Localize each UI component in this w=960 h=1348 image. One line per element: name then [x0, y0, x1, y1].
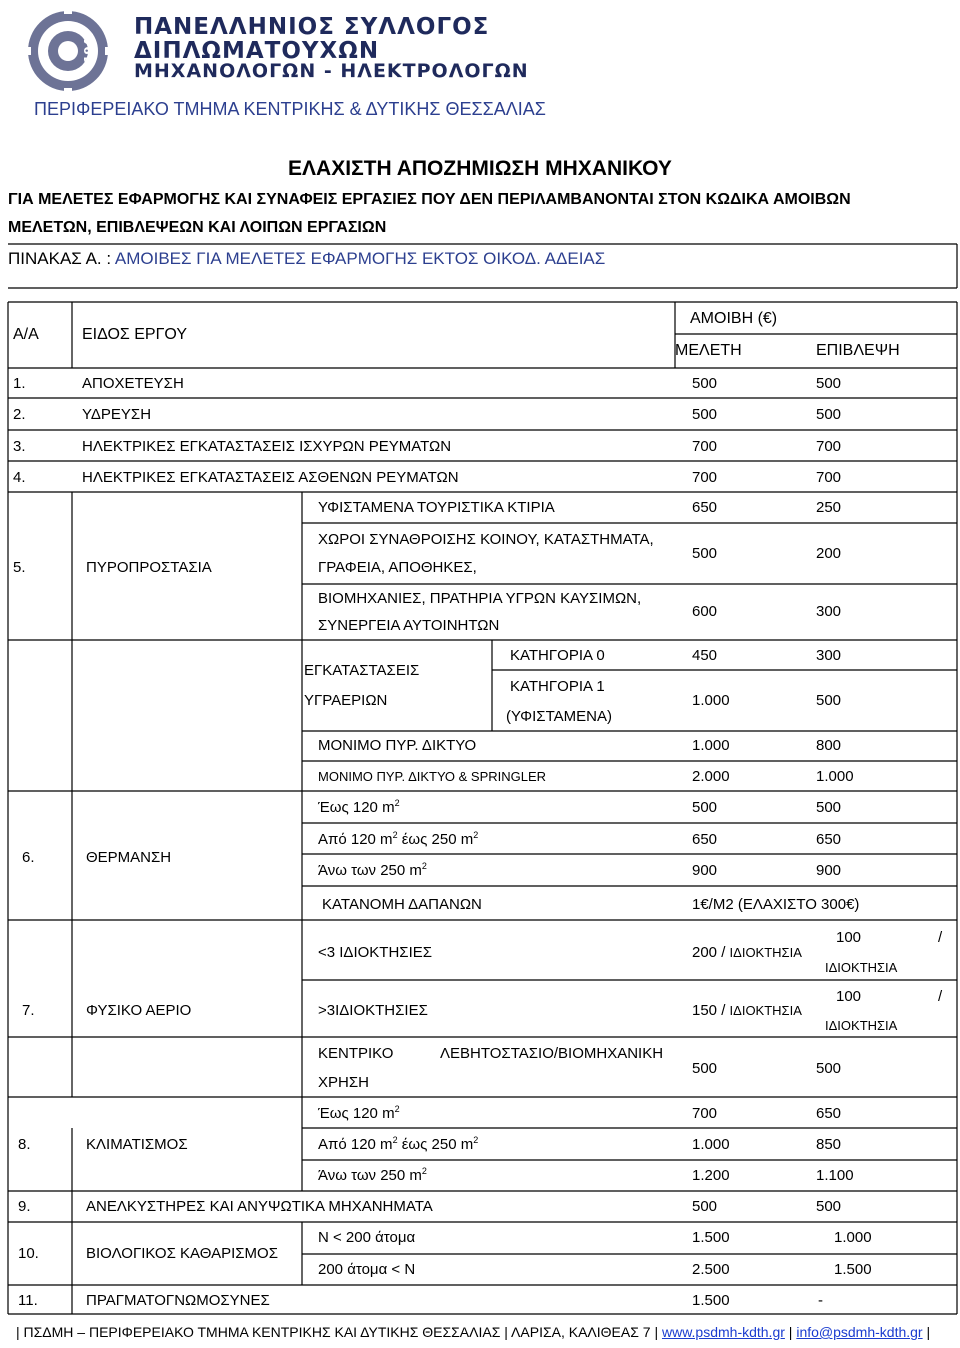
- sub-item-label: Από 120 $m^2$ έως 250 $m^2$: [318, 1135, 479, 1153]
- footer-separator: |: [654, 1324, 659, 1340]
- supervision-value: 800: [816, 737, 842, 754]
- study-value: 200 / ΙΔΙΟΚΤΗΣΙΑ: [692, 944, 802, 961]
- fee-note: 1€/Μ2 (ΕΛΑΧΙΣΤΟ 300€): [692, 896, 860, 913]
- study-value: 700: [692, 469, 718, 486]
- supervision-value: 100: [836, 988, 862, 1005]
- study-value: 150 / ΙΔΙΟΚΤΗΣΙΑ: [692, 1002, 802, 1019]
- row-number: 4.: [13, 469, 26, 486]
- footer-separator: |: [926, 1324, 931, 1340]
- study-value: 2.500: [692, 1261, 730, 1278]
- header-study: ΜΕΛΕΤΗ: [675, 342, 742, 359]
- study-value: 650: [692, 499, 718, 516]
- row-number: 5.: [13, 559, 26, 576]
- row-name: ΒΙΟΛΟΓΙΚΟΣ ΚΑΘΑΡΙΣΜΟΣ: [86, 1245, 278, 1262]
- supervision-value: 1.100: [816, 1167, 854, 1184]
- study-value: 650: [692, 831, 718, 848]
- sub-item-label: Άνω των 250 $m^2$: [318, 861, 427, 879]
- sub-item-label: <3 ΙΔΙΟΚΤΗΣΙΕΣ: [318, 944, 433, 961]
- supervision-value: 500: [816, 799, 842, 816]
- website-link[interactable]: www.psdmh-kdth.gr: [661, 1324, 785, 1340]
- supervision-value: 500: [816, 1198, 842, 1215]
- study-value: 500: [692, 545, 718, 562]
- sub-item-label: ΣΥΝΕΡΓΕΙΑ ΑΥΤΟΙΝΗΤΩΝ: [318, 617, 500, 634]
- header-supervision: ΕΠΙΒΛΕΨΗ: [816, 342, 900, 359]
- sub-item-label: 200 άτομα < Ν: [318, 1261, 416, 1278]
- sub-item-label: >3ΙΔΙΟΚΤΗΣΙΕΣ: [318, 1002, 428, 1019]
- study-value: 500: [692, 375, 718, 392]
- row-name: ΥΔΡΕΥΣΗ: [82, 406, 152, 423]
- study-value: 1.000: [692, 692, 730, 709]
- sub-item-label: Ν < 200 άτομα: [318, 1229, 416, 1246]
- table-title-text: ΑΜΟΙΒΕΣ ΓΙΑ ΜΕΛΕΤΕΣ ΕΦΑΡΜΟΓΗΣ ΕΚΤΟΣ ΟΙΚΟΔ. ΑΔΕΙΑΣ: [114, 249, 606, 268]
- footer-org-text: ΠΣΔΜΗ – ΠΕΡΙΦΕΡΕΙΑΚΟ ΤΜΗΜΑ ΚΕΝΤΡΙΚΗΣ ΚΑΙ ΔΥΤΙΚΗΣ ΘΕΣΣΑΛΙΑΣ: [19, 1324, 505, 1340]
- supervision-value: 500: [816, 1060, 842, 1077]
- org-name-line-3: ΜΗΧΑΝΟΛΟΓΩΝ - ΗΛΕΚΤΡΟΛΟΓΩΝ: [134, 60, 529, 82]
- supervision-value: 650: [816, 831, 842, 848]
- supervision-value: 300: [816, 647, 842, 664]
- email-link[interactable]: info@psdmh-kdth.gr: [796, 1324, 923, 1340]
- supervision-value: 1.000: [834, 1229, 872, 1246]
- region-heading: ΠΕΡΙΦΕΡΕΙΑΚΟ ΤΜΗΜΑ ΚΕΝΤΡΙΚΗΣ & ΔΥΤΙΚΗΣ ΘΕΣΣΑΛΙΑΣ: [34, 99, 546, 119]
- row-name: ΠΥΡΟΠΡΟΣΤΑΣΙΑ: [86, 559, 212, 576]
- supervision-value: 500: [816, 692, 842, 709]
- study-value: 500: [692, 1060, 718, 1077]
- study-value: 2.000: [692, 768, 730, 785]
- supervision-unit: ΙΔΙΟΚΤΗΣΙΑ: [825, 960, 898, 975]
- row-number: 6.: [22, 849, 35, 866]
- study-value: 500: [692, 406, 718, 423]
- header-aa: Α/Α: [13, 326, 39, 343]
- study-value: 450: [692, 647, 718, 664]
- sub-item-label: ΚΑΤΗΓΟΡΙΑ 0: [510, 647, 605, 664]
- supervision-value: 500: [816, 406, 842, 423]
- sub-item-label: ΒΙΟΜΗΧΑΝΙΕΣ, ΠΡΑΤΗΡΙΑ ΥΓΡΩΝ ΚΑΥΣΙΜΩΝ,: [318, 590, 642, 607]
- sub-item-label: Έως 120 $m^2$: [318, 1104, 400, 1122]
- sub-item-label: ΓΡΑΦΕΙΑ, ΑΠΟΘΗΚΕΣ,: [318, 559, 477, 576]
- supervision-value: 100: [836, 929, 862, 946]
- supervision-value: 650: [816, 1105, 842, 1122]
- supervision-unit: ΙΔΙΟΚΤΗΣΙΑ: [825, 1018, 898, 1033]
- row-name: ΘΕΡΜΑΝΣΗ: [86, 849, 172, 866]
- footer-separator: |: [16, 1324, 20, 1340]
- row-number: 9.: [18, 1198, 31, 1215]
- supervision-value: 250: [816, 499, 842, 516]
- sub-item-label: ΜΟΝΙΜΟ ΠΥΡ. ΔΙΚΤΥΟ: [318, 737, 477, 754]
- supervision-value: 850: [816, 1136, 842, 1153]
- header-fee: ΑΜΟΙΒΗ (€): [690, 310, 778, 327]
- supervision-value: 1.000: [816, 768, 854, 785]
- sub-item-label: ΚΑΤΗΓΟΡΙΑ 1: [510, 678, 605, 695]
- study-value: 700: [692, 1105, 718, 1122]
- sub-item-label: ΚΕΝΤΡΙΚΟ: [318, 1045, 394, 1062]
- sub-item-label: (ΥΦΙΣΤΑΜΕΝΑ): [506, 708, 612, 725]
- supervision-value: 300: [816, 603, 842, 620]
- row-name: ΑΝΕΛΚΥΣΤΗΡΕΣ ΚΑΙ ΑΝΥΨΩΤΙΚΑ ΜΗΧΑΝΗΜΑΤΑ: [86, 1198, 433, 1215]
- sub-item-label: Από 120 $m^2$ έως 250 $m^2$: [318, 830, 479, 848]
- header-work-type: ΕΙΔΟΣ ΕΡΓΟΥ: [82, 326, 188, 343]
- supervision-value: 200: [816, 545, 842, 562]
- sub-item-label: Έως 120 $m^2$: [318, 798, 400, 816]
- sub-item-label: ΧΩΡΟΙ ΣΥΝΑΘΡΟΙΣΗΣ ΚΟΙΝΟΥ, ΚΑΤΑΣΤΗΜΑΤΑ,: [318, 531, 654, 548]
- study-value: 500: [692, 799, 718, 816]
- org-name-line-1: ΠΑΝΕΛΛΗΝΙΟΣ ΣΥΛΛΟΓΟΣ: [134, 14, 490, 40]
- supervision-value: 900: [816, 862, 842, 879]
- supervision-value: 500: [816, 375, 842, 392]
- study-value: 1.000: [692, 737, 730, 754]
- study-value: 500: [692, 1198, 718, 1215]
- document-title: ΕΛΑΧΙΣΤΗ ΑΠΟΖΗΜΙΩΣΗ ΜΗΧΑΝΙΚΟΥ: [288, 157, 672, 180]
- document-subtitle-line-1: ΓΙΑ ΜΕΛΕΤΕΣ ΕΦΑΡΜΟΓΗΣ ΚΑΙ ΣΥΝΑΦΕΙΣ ΕΡΓΑΣΙΕΣ ΠΟΥ ΔΕΝ ΠΕΡΙΛΑΜΒΑΝΟΝΤΑΙ ΣΤΟΝ ΚΩΔΙΚΑ ΑΜΟΙΒΩΝ: [8, 191, 851, 208]
- sub-item-label: ΛΕΒΗΤΟΣΤΑΣΙΟ/ΒΙΟΜΗΧΑΝΙΚΗ: [440, 1045, 664, 1062]
- row-name: ΑΠΟΧΕΤΕΥΣΗ: [82, 375, 184, 392]
- supervision-value: 700: [816, 438, 842, 455]
- page-footer: [0, 1324, 960, 1340]
- supervision-value: -: [818, 1292, 823, 1309]
- row-name: ΗΛΕΚΤΡΙΚΕΣ ΕΓΚΑΤΑΣΤΑΣΕΙΣ ΑΣΘΕΝΩΝ ΡΕΥΜΑΤΩΝ: [82, 469, 459, 486]
- study-value: 600: [692, 603, 718, 620]
- footer-separator: |: [504, 1324, 508, 1340]
- footer-separator: |: [788, 1324, 793, 1340]
- org-name-line-2: ΔΙΠΛΩΜΑΤΟΥΧΩΝ: [134, 38, 380, 64]
- supervision-value: 700: [816, 469, 842, 486]
- sub-item-label: ΥΦΙΣΤΑΜΕΝΑ ΤΟΥΡΙΣΤΙΚΑ ΚΤΙΡΙΑ: [318, 499, 555, 516]
- row-name: ΦΥΣΙΚΟ ΑΕΡΙΟ: [86, 1002, 192, 1019]
- row-number: 7.: [22, 1002, 35, 1019]
- row-number: 2.: [13, 406, 26, 423]
- row-number: 8.: [18, 1136, 31, 1153]
- study-value: 900: [692, 862, 718, 879]
- row-number: 11.: [18, 1292, 38, 1309]
- row-name: ΚΛΙΜΑΤΙΣΜΟΣ: [86, 1136, 188, 1153]
- row-name: ΗΛΕΚΤΡΙΚΕΣ ΕΓΚΑΤΑΣΤΑΣΕΙΣ ΙΣΧΥΡΩΝ ΡΕΥΜΑΤΩΝ: [82, 438, 452, 455]
- supervision-value: 1.500: [834, 1261, 872, 1278]
- study-value: 700: [692, 438, 718, 455]
- study-value: 1.000: [692, 1136, 730, 1153]
- study-value: 1.200: [692, 1167, 730, 1184]
- logo-year: 1947: [82, 29, 96, 63]
- row-number: 10.: [18, 1245, 39, 1262]
- sub-item-label: ΜΟΝΙΜΟ ΠΥΡ. ΔΙΚΤΥΟ & SPRINGLER: [318, 769, 547, 784]
- sub-item-label: Άνω των 250 $m^2$: [318, 1166, 427, 1184]
- sub-item-label: ΚΑΤΑΝΟΜΗ ΔΑΠΑΝΩΝ: [322, 896, 482, 913]
- row-number: 1.: [13, 375, 26, 392]
- row-number: 3.: [13, 438, 26, 455]
- table-title-prefix: ΠΙΝΑΚΑΣ Α. :: [8, 249, 115, 268]
- sub-item-label: ΕΓΚΑΤΑΣΤΑΣΕΙΣ: [304, 662, 420, 679]
- sub-item-label: ΧΡΗΣΗ: [318, 1074, 369, 1091]
- sub-item-label: ΥΓΡΑΕΡΙΩΝ: [304, 692, 388, 709]
- study-value: 1.500: [692, 1229, 730, 1246]
- study-value: 1.500: [692, 1292, 730, 1309]
- footer-address: ΛΑΡΙΣΑ, ΚΑΛΙΘΕΑΣ 7: [507, 1324, 655, 1340]
- row-name: ΠΡΑΓΜΑΤΟΓΝΩΜΟΣΥΝΕΣ: [86, 1292, 270, 1309]
- document-subtitle-line-2: ΜΕΛΕΤΩΝ, ΕΠΙΒΛΕΨΕΩΝ ΚΑΙ ΛΟΙΠΩΝ ΕΡΓΑΣΙΩΝ: [8, 219, 387, 236]
- supervision-slash: /: [938, 929, 943, 946]
- supervision-slash: /: [938, 988, 943, 1005]
